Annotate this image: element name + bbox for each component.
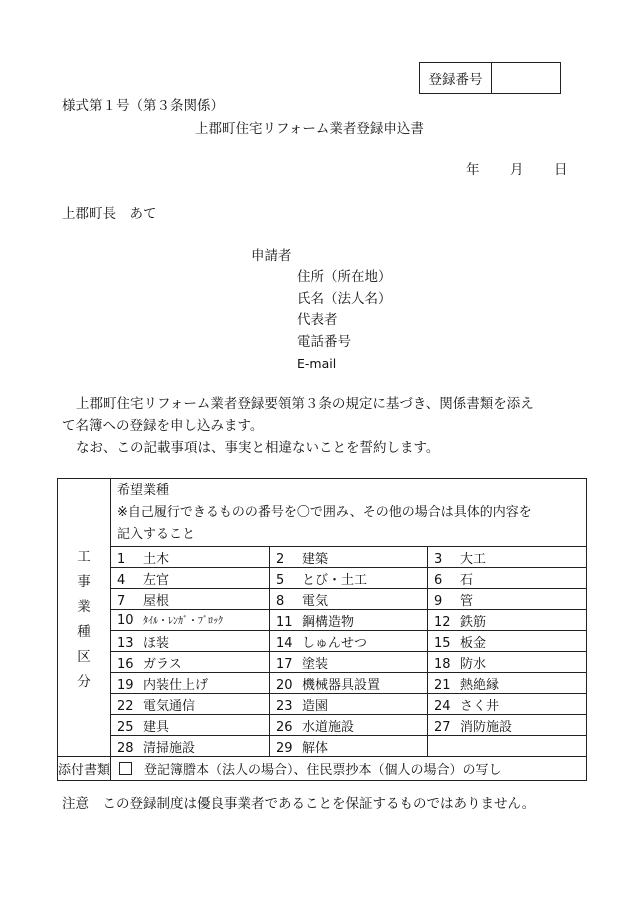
declaration-line-2: て名簿への登録を申し込みます。 [62, 418, 264, 434]
form-number: 様式第１号（第３条関係） [62, 98, 224, 114]
category-cell[interactable]: 18 防水 [428, 652, 587, 673]
declaration-text [62, 393, 574, 459]
table-row [58, 610, 587, 631]
attachment-label: 添付書類 [58, 757, 111, 781]
date-month: 月 [510, 162, 524, 178]
disclaimer-note: 注意 この登録制度は優良事業者であることを保証するものではありません。 [62, 796, 536, 812]
applicant-representative: 代表者 [297, 312, 338, 328]
table-row [58, 694, 587, 715]
work-category-header: 希望業種 ※自己履行できるものの番号を〇で囲み、その他の場合は具体的内容を 記入すること [111, 479, 587, 547]
table-row [58, 631, 587, 652]
table-row [58, 715, 587, 736]
table-row [58, 673, 587, 694]
category-cell[interactable]: 16 ガラス [111, 652, 270, 673]
attachment-row [58, 757, 587, 781]
table-row [58, 547, 587, 568]
category-cell[interactable]: 14 しゅんせつ [270, 631, 428, 652]
category-cell[interactable]: 8 電気 [270, 589, 428, 610]
category-cell[interactable]: 24 さく井 [428, 694, 587, 715]
category-cell[interactable]: 12 鉄筋 [428, 610, 587, 631]
applicant-phone: 電話番号 [297, 334, 351, 350]
category-cell[interactable]: 13 ほ装 [111, 631, 270, 652]
work-category-side-label: 工 事 業 種 区 分 [58, 479, 111, 757]
category-cell[interactable]: 9 管 [428, 589, 587, 610]
category-cell[interactable]: 22 電気通信 [111, 694, 270, 715]
table-row [58, 589, 587, 610]
applicant-address: 住所（所在地） [297, 269, 392, 285]
category-cell[interactable]: 17 塗装 [270, 652, 428, 673]
category-cell[interactable]: 23 造園 [270, 694, 428, 715]
category-cell[interactable]: 29 解体 [270, 736, 428, 757]
category-cell[interactable]: 20 機械器具設置 [270, 673, 428, 694]
category-cell[interactable]: 7 屋根 [111, 589, 270, 610]
category-cell-empty[interactable] [428, 736, 587, 757]
category-cell[interactable]: 25 建具 [111, 715, 270, 736]
table-row [58, 568, 587, 589]
category-cell[interactable]: 19 内装仕上げ [111, 673, 270, 694]
applicant-name: 氏名（法人名） [297, 291, 392, 307]
date-day: 日 [554, 162, 568, 178]
declaration-line-3: なお、この記載事項は、事実と相違ないことを誓約します。 [76, 440, 440, 456]
attachment-checkbox[interactable] [119, 762, 132, 775]
attachment-content [111, 757, 587, 781]
category-cell[interactable]: 26 水道施設 [270, 715, 428, 736]
applicant-email: E-mail [297, 356, 337, 371]
category-cell[interactable]: 2 建築 [270, 547, 428, 568]
declaration-line-1: 上郡町住宅リフォーム業者登録要領第３条の規定に基づき、関係書類を添え [76, 396, 534, 412]
document-title: 上郡町住宅リフォーム業者登録申込書 [195, 121, 424, 137]
addressee: 上郡町長 あて [62, 206, 157, 222]
category-cell[interactable]: 3 大工 [428, 547, 587, 568]
category-cell[interactable]: 28 清掃施設 [111, 736, 270, 757]
applicant-label: 申請者 [251, 248, 292, 264]
date-year: 年 [466, 162, 480, 178]
category-cell[interactable]: 11 鋼構造物 [270, 610, 428, 631]
category-cell[interactable]: 15 板金 [428, 631, 587, 652]
category-cell[interactable]: 6 石 [428, 568, 587, 589]
category-cell[interactable]: 27 消防施設 [428, 715, 587, 736]
attachment-text: 登記簿謄本（法人の場合）、住民票抄本（個人の場合）の写し [144, 763, 502, 778]
table-row [58, 652, 587, 673]
registration-number-field[interactable] [492, 63, 560, 93]
category-cell[interactable]: 21 熱絶縁 [428, 673, 587, 694]
category-cell[interactable]: 10 ﾀｲﾙ・ﾚﾝｶﾞ・ﾌﾞﾛｯｸ [111, 610, 270, 631]
category-cell[interactable]: 1 土木 [111, 547, 270, 568]
category-cell[interactable]: 4 左官 [111, 568, 270, 589]
table-row [58, 736, 587, 757]
work-category-table [57, 478, 587, 781]
category-cell[interactable]: 5 とび・土工 [270, 568, 428, 589]
registration-number-box [419, 62, 561, 94]
registration-number-label: 登録番号 [420, 63, 492, 93]
